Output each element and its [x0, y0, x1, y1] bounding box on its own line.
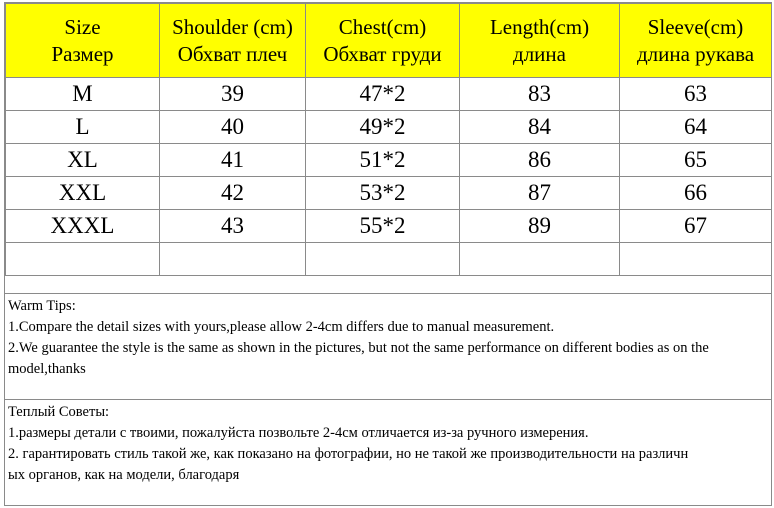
warm-tips-ru-line-1: 1.размеры детали с твоими, пожалуйста позвольте 2-4см отличается из-за ручного измерения.: [8, 425, 589, 441]
cell-shoulder: 40: [160, 111, 306, 144]
cell-length: 87: [460, 177, 620, 210]
cell-shoulder: [160, 243, 306, 276]
cell-length: [460, 243, 620, 276]
header-sleeve: Sleeve(cm) длина рукава: [620, 4, 772, 78]
cell-chest: 53*2: [306, 177, 460, 210]
table-header-row: [6, 4, 772, 78]
table-row: [6, 177, 772, 210]
cell-length: 83: [460, 78, 620, 111]
cell-length: 84: [460, 111, 620, 144]
cell-length: 86: [460, 144, 620, 177]
cell-sleeve: 65: [620, 144, 772, 177]
cell-chest: 47*2: [306, 78, 460, 111]
header-shoulder: Shoulder (cm) Обхват плеч: [160, 4, 306, 78]
cell-chest: 55*2: [306, 210, 460, 243]
cell-shoulder: 41: [160, 144, 306, 177]
table-row: [6, 144, 772, 177]
cell-shoulder: 39: [160, 78, 306, 111]
cell-length: 89: [460, 210, 620, 243]
cell-chest: 49*2: [306, 111, 460, 144]
warm-tips-line-2: 2.We guarantee the style is the same as shown in the pictures, but not the same performance on different bodies as on the model,thanks: [8, 340, 709, 377]
cell-size: XXL: [6, 177, 160, 210]
warm-tips-ru-line-2b: ых органов, как на модели, благодаря: [8, 467, 240, 483]
warm-tips-title: Warm Tips:: [8, 298, 76, 314]
warm-tips-ru-line-2a: 2. гарантировать стиль такой же, как показано на фотографии, но не такой же производительности на различн: [8, 446, 689, 462]
cell-shoulder: 42: [160, 177, 306, 210]
cell-chest: [306, 243, 460, 276]
table-row-empty: [6, 243, 772, 276]
cell-sleeve: 66: [620, 177, 772, 210]
size-chart: [4, 2, 772, 506]
cell-sleeve: 63: [620, 78, 772, 111]
table-row: [6, 210, 772, 243]
cell-sleeve: [620, 243, 772, 276]
cell-size: M: [6, 78, 160, 111]
header-chest: Chest(cm) Обхват груди: [306, 4, 460, 78]
cell-size: XXXL: [6, 210, 160, 243]
cell-chest: 51*2: [306, 144, 460, 177]
cell-size: XL: [6, 144, 160, 177]
cell-sleeve: 64: [620, 111, 772, 144]
table-row: [6, 111, 772, 144]
header-size: Size Размер: [6, 4, 160, 78]
cell-size: [6, 243, 160, 276]
warm-tips-ru: [5, 399, 771, 505]
cell-shoulder: 43: [160, 210, 306, 243]
size-table: [5, 3, 772, 276]
cell-size: L: [6, 111, 160, 144]
header-length: Length(cm) длина: [460, 4, 620, 78]
table-row: [6, 78, 772, 111]
warm-tips-en: [5, 293, 771, 399]
cell-sleeve: 67: [620, 210, 772, 243]
warm-tips-ru-title: Теплый Советы:: [8, 404, 110, 420]
warm-tips-line-1: 1.Compare the detail sizes with yours,please allow 2-4cm differs due to manual measurement.: [8, 319, 555, 335]
